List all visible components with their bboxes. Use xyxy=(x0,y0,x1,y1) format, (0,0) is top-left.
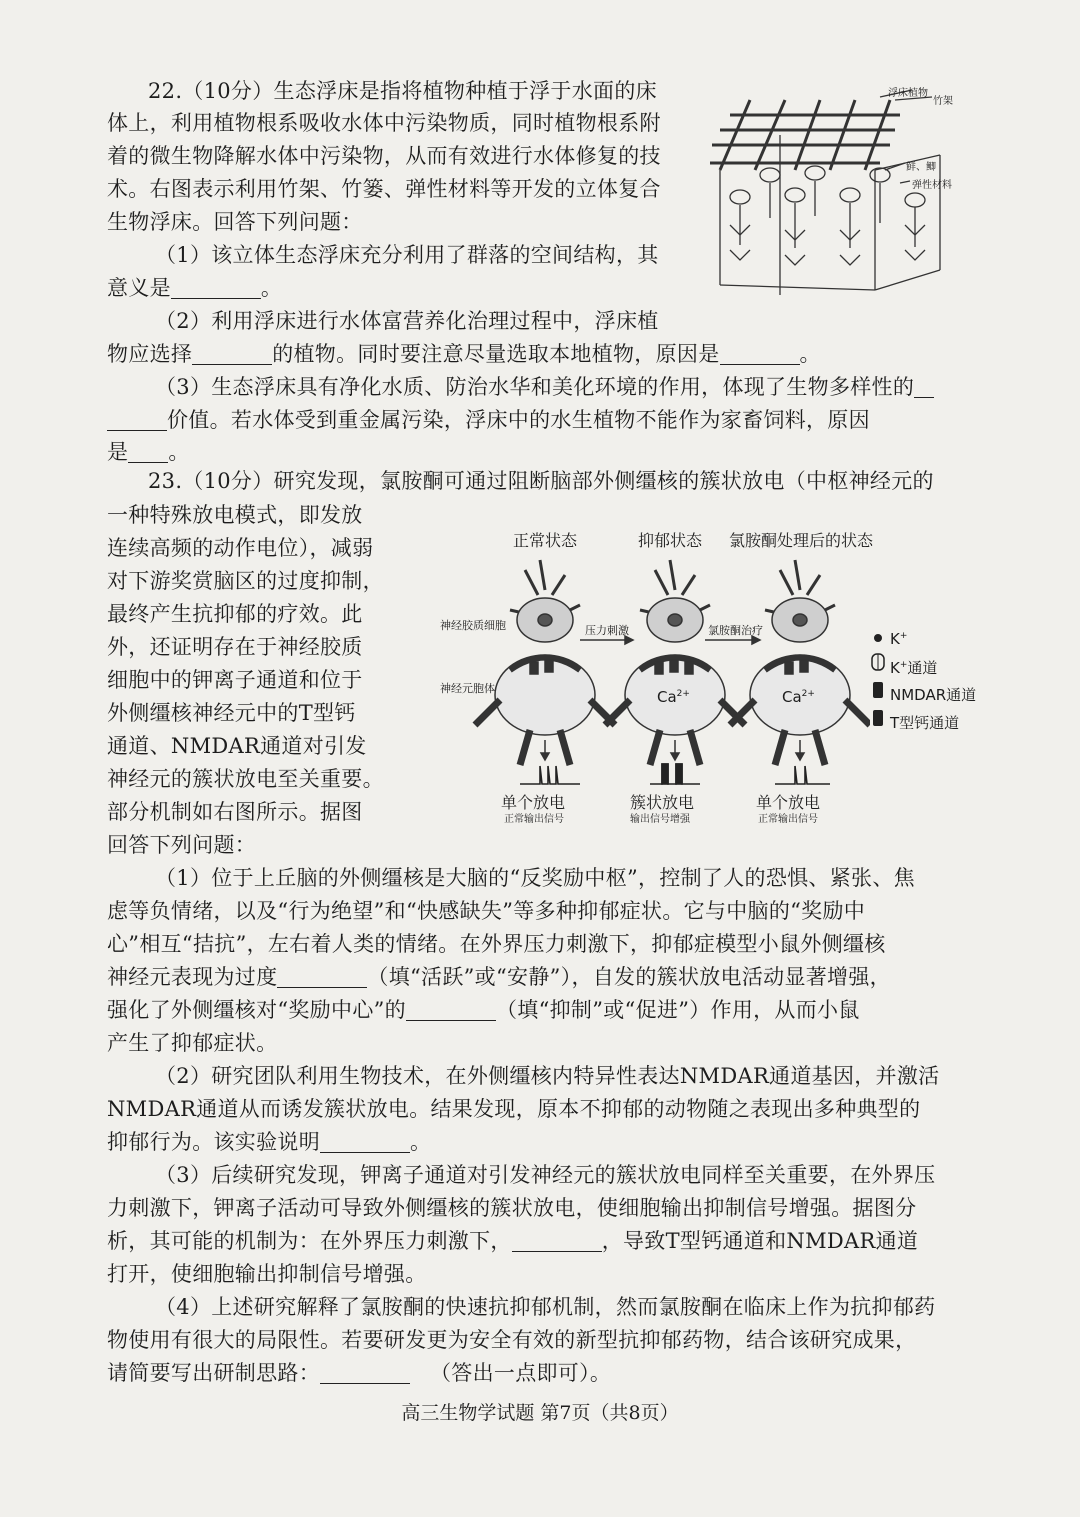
page-footer: 高三生物学试题 第7页（共8页） xyxy=(401,1402,679,1424)
answer-blank[interactable] xyxy=(320,1130,410,1153)
q23-p3-l4: 打开，使细胞输出抑制信号增强。 xyxy=(107,1262,427,1286)
label-ca-depressed: $Ca^{2+}$ xyxy=(657,688,690,706)
label-ca-ketamine: $Ca^{2+}$ xyxy=(782,688,815,706)
q22-line1: 22.（10分）生态浮床是指将植物种植于浮于水面的床 xyxy=(148,79,657,103)
answer-blank[interactable] xyxy=(107,408,167,431)
q23-p2-l3b: 。 xyxy=(410,1130,432,1154)
q23-side-3: 最终产生抗抑郁的疗效。此 xyxy=(107,602,363,626)
legend-k-channel: K+通道 xyxy=(890,659,938,677)
q23-side-9: 部分机制如右图所示。据图 xyxy=(107,800,363,824)
out1-title: 单个放电 xyxy=(501,793,566,812)
q23-p4-l3 xyxy=(107,1358,611,1388)
out2-sub: 输出信号增强 xyxy=(630,814,690,825)
answer-blank[interactable] xyxy=(512,1229,602,1252)
answer-blank[interactable] xyxy=(320,1361,410,1384)
q22-line3: 着的微生物降解水体中污染物，从而有效进行水体修复的技 xyxy=(107,144,661,168)
q23-p1-l4a: 神经元表现为过度 xyxy=(107,965,278,989)
q23-side-0: 一种特殊放电模式，即发放 xyxy=(107,503,363,527)
q22-p3a-line xyxy=(155,372,934,402)
spike-traces xyxy=(490,760,850,786)
q23-p2-l3 xyxy=(107,1127,431,1157)
q23-p4-l1: （4）上述研究解释了氯胺酮的快速抗抑郁机制，然而氯胺酮在临床上作为抗抑郁药 xyxy=(155,1295,936,1319)
q22-p1b: 意义是 xyxy=(107,276,171,300)
q23-p3-l3 xyxy=(107,1226,918,1256)
label-stress: 压力刺激 xyxy=(585,624,629,637)
q23-side-5: 细胞中的钾离子通道和位于 xyxy=(107,668,363,692)
q23-p3-l3b: ，导致T型钙通道和NMDAR通道 xyxy=(601,1229,919,1253)
label-glial-cell: 神经胶质细胞 xyxy=(440,619,506,632)
label-treatment: 氯胺酮治疗 xyxy=(708,624,763,637)
q22-p2b: 物应选择 xyxy=(107,342,193,366)
q23-p1-2: 心”相互“拮抗”，左右着人类的情绪。在外界压力刺激下，抑郁症模型小鼠外侧缰核 xyxy=(107,932,886,956)
q23-p1-l5a: 强化了外侧缰核对“奖励中心”的 xyxy=(107,998,406,1022)
answer-blank[interactable] xyxy=(914,375,934,398)
q23-side-7: 通道、NMDAR通道对引发 xyxy=(107,734,367,758)
answer-blank[interactable] xyxy=(171,276,261,299)
q23-p1-l6: 产生了抑郁症状。 xyxy=(107,1031,278,1055)
out1-sub: 正常输出信号 xyxy=(504,814,564,825)
q23-side-4: 外，还证明存在于神经胶质 xyxy=(107,635,363,659)
answer-blank[interactable] xyxy=(128,440,168,463)
q22-p2d: 。 xyxy=(799,342,821,366)
q22-p3d: 。 xyxy=(168,440,190,464)
q23-p1-l4b: （填“活跃”或“安静”），自发的簇状放电活动显著增强， xyxy=(367,965,891,989)
legend-t-ca: T型钙通道 xyxy=(890,714,960,732)
q23-p1-l5 xyxy=(107,995,860,1025)
out3-sub: 正常输出信号 xyxy=(758,814,818,825)
q23-side-6: 外侧缰核神经元中的T型钙 xyxy=(107,701,356,725)
q23-side-2: 对下游奖赏脑区的过度抑制， xyxy=(107,569,384,593)
q23-line1: 23.（10分）研究发现，氯胺酮可通过阻断脑部外侧缰核的簇状放电（中枢神经元的 xyxy=(148,469,934,493)
q22-p3b-line xyxy=(107,405,870,435)
q23-p4-l3a: 请简要写出研制思路： xyxy=(107,1361,320,1385)
q22-line2: 体上，利用植物根系吸收水体中污染物质，同时植物根系附 xyxy=(107,111,661,135)
q23-p2-l3a: 抑郁行为。该实验说明 xyxy=(107,1130,320,1154)
answer-blank[interactable] xyxy=(277,965,367,988)
q22-line4: 术。右图表示利用竹架、竹篓、弹性材料等开发的立体复合 xyxy=(107,177,661,201)
q22-p1a: （1）该立体生态浮床充分利用了群落的空间结构，其 xyxy=(155,243,659,267)
q22-p2c: 的植物。同时要注意尽量选取本地植物，原因是 xyxy=(272,342,720,366)
legend-k: K+ xyxy=(890,630,908,648)
answer-blank[interactable] xyxy=(406,998,496,1021)
q23-side-1: 连续高频的动作电位），减弱 xyxy=(107,536,374,560)
label-elastic: 弹性材料 xyxy=(912,180,952,191)
answer-blank[interactable] xyxy=(720,342,800,365)
q22-line5: 生物浮床。回答下列问题： xyxy=(107,210,363,234)
out2-title: 簇状放电 xyxy=(630,793,695,812)
q23-p2-l2: NMDAR通道从而诱发簇状放电。结果发现，原本不抑郁的动物随之表现出多种典型的 xyxy=(107,1097,921,1121)
q23-side-10: 回答下列问题： xyxy=(107,833,257,857)
q23-p1-l5b: （填“抑制”或“促进”）作用，从而小鼠 xyxy=(495,998,860,1022)
q23-p3-l3a: 析，其可能的机制为：在外界压力刺激下， xyxy=(107,1229,512,1253)
q22-p1b-line xyxy=(107,273,282,303)
label-fish: 鲜、鲫 xyxy=(906,162,936,173)
q22-p3a: （3）生态浮床具有净化水质、防治水华和美化环境的作用，体现了生物多样性的 xyxy=(155,375,915,399)
q22-p3c: 是 xyxy=(107,440,129,464)
q23-p2-l1: （2）研究团队利用生物技术，在外侧缰核内特异性表达NMDAR通道基因，并激活 xyxy=(155,1064,940,1088)
q23-p3-l1: （3）后续研究发现，钾离子通道对引发神经元的簇状放电同样至关重要，在外界压 xyxy=(155,1163,936,1187)
out3-title: 单个放电 xyxy=(756,793,821,812)
q23-p1-l4 xyxy=(107,962,891,992)
legend-nmdar: NMDAR通道 xyxy=(890,686,977,704)
q23-p3-l2: 力刺激下，钾离子活动可导致外侧缰核的簇状放电，使细胞输出抑制信号增强。据图分 xyxy=(107,1196,917,1220)
label-neuron-body: 神经元胞体 xyxy=(440,682,495,695)
answer-blank[interactable] xyxy=(192,342,272,365)
q23-p4-l3b: （答出一点即可）。 xyxy=(430,1361,612,1385)
q22-p2a: （2）利用浮床进行水体富营养化治理过程中，浮床植 xyxy=(155,309,659,333)
q22-p1c: 。 xyxy=(260,276,283,300)
state-depressed: 抑郁状态 xyxy=(638,531,703,550)
q23-side-8: 神经元的簇状放电至关重要。 xyxy=(107,767,384,791)
label-bamboo-frame: 竹架 xyxy=(933,96,953,107)
state-ketamine: 氯胺酮处理后的状态 xyxy=(729,531,874,550)
q23-p1-0: （1）位于上丘脑的外侧缰核是大脑的“反奖励中枢”，控制了人的恐惧、紧张、焦 xyxy=(155,866,915,890)
neuron-mechanism-figure xyxy=(470,550,870,780)
q23-p1-1: 虑等负情绪，以及“行为绝望”和“快感缺失”等多种抑郁症状。它与中脑的“奖励中 xyxy=(107,899,866,923)
q23-p4-l2: 物使用有很大的局限性。若要研发更为安全有效的新型抗抑郁药物，结合该研究成果， xyxy=(107,1328,917,1352)
state-normal: 正常状态 xyxy=(513,531,578,550)
q22-p2-line xyxy=(107,339,821,369)
label-float-plants: 浮床植物 xyxy=(888,88,928,99)
q22-p3b: 价值。若水体受到重金属污染，浮床中的水生植物不能作为家畜饲料，原因 xyxy=(167,408,870,432)
q22-p3c-line xyxy=(107,437,190,467)
